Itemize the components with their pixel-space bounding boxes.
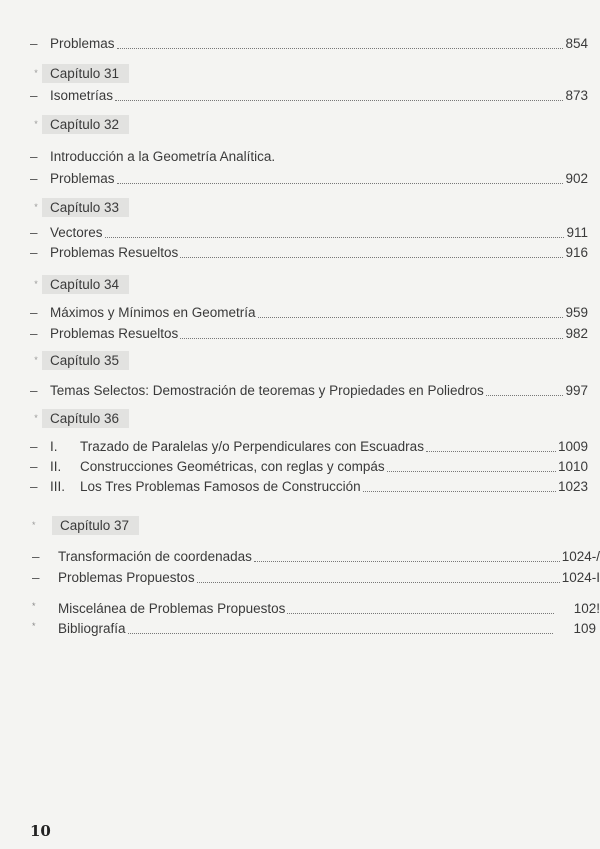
toc-entry	[30, 34, 600, 52]
entry-title: Problemas	[50, 36, 115, 51]
dot-leader	[486, 394, 564, 396]
dot-leader	[258, 316, 564, 318]
dot-leader	[254, 560, 560, 562]
dash-bullet: –	[30, 245, 38, 260]
toc-entry	[32, 599, 600, 617]
dash-bullet: –	[30, 225, 38, 240]
dot-leader	[387, 470, 556, 472]
dot-leader	[287, 612, 553, 614]
entry-title: Temas Selectos: Demostración de teoremas y Propiedades en Poliedros	[50, 383, 484, 398]
chapter-label: Capítulo 32	[42, 115, 129, 134]
entry-title: Isometrías	[50, 88, 114, 103]
toc-entry	[32, 568, 600, 586]
chapter-label: Capítulo 37	[52, 516, 139, 535]
roman-numeral: II.	[50, 459, 62, 474]
entry-page: 902	[565, 171, 588, 186]
entry-page: 102!	[573, 601, 600, 616]
toc-entry	[30, 457, 600, 475]
chapter-label: Capítulo 33	[42, 198, 129, 217]
chapter-label: Capítulo 36	[42, 409, 129, 428]
asterisk-bullet: *	[34, 68, 38, 78]
dash-bullet: –	[30, 383, 38, 398]
roman-numeral: III.	[50, 479, 66, 494]
entry-page: 1024-/	[561, 549, 600, 564]
toc-entry	[30, 437, 600, 455]
asterisk-bullet: *	[32, 520, 36, 530]
toc-entry	[30, 147, 600, 165]
dot-leader	[115, 99, 563, 101]
entry-title: Problemas Resueltos	[50, 245, 179, 260]
chapter-label: Capítulo 31	[42, 64, 129, 83]
dash-bullet: –	[30, 326, 38, 341]
entry-page: 854	[565, 36, 588, 51]
dot-leader	[426, 450, 556, 452]
dot-leader	[197, 581, 560, 583]
dot-leader	[117, 182, 564, 184]
entry-title: Miscelánea de Problemas Propuestos	[58, 601, 286, 616]
entry-page: 1023	[557, 479, 588, 494]
entry-page: 997	[565, 383, 588, 398]
chapter-heading	[30, 113, 129, 135]
chapter-label: Capítulo 34	[42, 275, 129, 294]
chapter-label: Capítulo 35	[42, 351, 129, 370]
page-number: 10	[30, 822, 51, 840]
entry-title: Introducción a la Geometría Analítica.	[50, 149, 276, 164]
dot-leader	[180, 337, 563, 339]
chapter-heading	[32, 514, 139, 536]
entry-title: Bibliografía	[58, 621, 126, 636]
chapter-heading	[30, 349, 129, 371]
dash-bullet: –	[32, 570, 40, 585]
dot-leader	[180, 256, 563, 258]
toc-entry	[32, 547, 600, 565]
entry-page: 911	[566, 225, 588, 240]
entry-title: Los Tres Problemas Famosos de Construcción	[80, 479, 361, 494]
dot-leader	[128, 632, 554, 634]
asterisk-bullet: *	[34, 279, 38, 289]
dash-bullet: –	[30, 305, 38, 320]
entry-title: Transformación de coordenadas	[58, 549, 252, 564]
chapter-heading	[30, 273, 129, 295]
entry-page: 109	[573, 621, 596, 636]
toc-entry	[30, 324, 600, 342]
asterisk-bullet: *	[32, 601, 36, 611]
asterisk-bullet: *	[34, 119, 38, 129]
entry-title: Construcciones Geométricas, con reglas y compás	[80, 459, 385, 474]
toc-entry	[30, 243, 600, 261]
asterisk-bullet: *	[32, 621, 36, 631]
dot-leader	[117, 47, 564, 49]
dash-bullet: –	[30, 459, 38, 474]
entry-page: 982	[565, 326, 588, 341]
chapter-heading	[30, 196, 129, 218]
dash-bullet: –	[30, 149, 38, 164]
dash-bullet: –	[30, 479, 38, 494]
entry-title: Máximos y Mínimos en Geometría	[50, 305, 256, 320]
entry-title: Problemas Resueltos	[50, 326, 179, 341]
toc-entry	[30, 169, 600, 187]
entry-page: 1024-I	[561, 570, 600, 585]
chapter-heading	[30, 407, 129, 429]
chapter-heading	[30, 62, 129, 84]
toc-entry	[30, 381, 600, 399]
entry-title: Problemas Propuestos	[58, 570, 195, 585]
asterisk-bullet: *	[34, 413, 38, 423]
dash-bullet: –	[30, 36, 38, 51]
dash-bullet: –	[30, 171, 38, 186]
asterisk-bullet: *	[34, 355, 38, 365]
entry-title: Problemas	[50, 171, 115, 186]
entry-title: Vectores	[50, 225, 103, 240]
entry-title: Trazado de Paralelas y/o Perpendiculares con Escuadras	[80, 439, 424, 454]
toc-entry	[32, 619, 600, 637]
dot-leader	[105, 236, 565, 238]
dash-bullet: –	[30, 88, 38, 103]
roman-numeral: I.	[50, 439, 58, 454]
entry-page: 1010	[557, 459, 588, 474]
toc-entry	[30, 223, 600, 241]
entry-page: 916	[565, 245, 588, 260]
asterisk-bullet: *	[34, 202, 38, 212]
dash-bullet: –	[32, 549, 40, 564]
dot-leader	[363, 490, 556, 492]
dash-bullet: –	[30, 439, 38, 454]
entry-page: 959	[565, 305, 588, 320]
toc-entry	[30, 303, 600, 321]
entry-page: 1009	[557, 439, 588, 454]
entry-page: 873	[565, 88, 588, 103]
toc-entry	[30, 86, 600, 104]
toc-entry	[30, 477, 600, 495]
